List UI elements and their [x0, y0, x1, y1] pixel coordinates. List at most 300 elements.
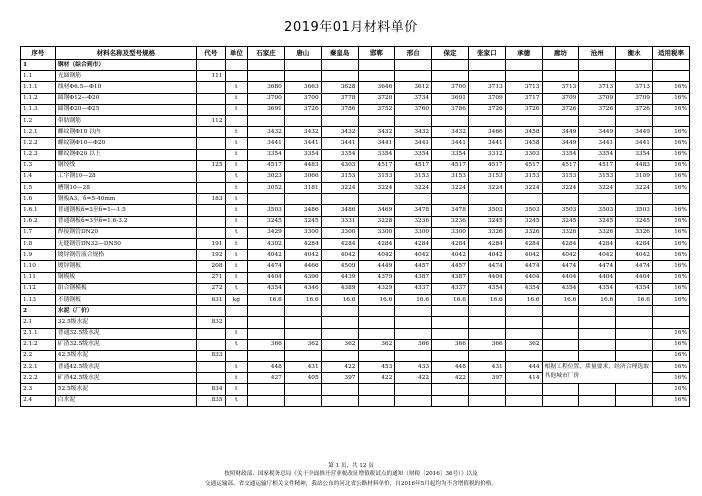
- table-cell: 水泥（厂价）: [55, 306, 196, 317]
- table-cell: 3224: [542, 183, 579, 194]
- table-cell: [616, 350, 653, 361]
- table-cell: 366: [468, 339, 505, 350]
- table-cell: [542, 71, 579, 82]
- table-cell: t: [225, 395, 248, 406]
- column-header: 承德: [505, 47, 542, 60]
- table-cell: [616, 115, 653, 126]
- table-cell: 125: [196, 160, 225, 171]
- table-row: [21, 239, 690, 250]
- column-header: 单位: [225, 47, 248, 60]
- table-cell: t: [225, 272, 248, 283]
- table-cell: 镀锌钢管液合规格: [55, 250, 196, 261]
- column-header: 序号: [21, 47, 56, 60]
- table-cell: 362: [284, 339, 321, 350]
- table-cell: [579, 328, 616, 339]
- table-cell: [358, 328, 395, 339]
- table-cell: 16.6: [542, 294, 579, 305]
- table-cell: [616, 317, 653, 328]
- table-cell: [196, 216, 225, 227]
- table-row: [21, 350, 690, 361]
- table-cell: t: [225, 328, 248, 339]
- table-cell: 16.6: [358, 294, 395, 305]
- table-cell: [395, 395, 432, 406]
- table-cell: [505, 60, 542, 71]
- table-cell: [395, 317, 432, 328]
- table-cell: [505, 384, 542, 395]
- table-cell: 4517: [505, 160, 542, 171]
- table-cell: 4354: [616, 283, 653, 294]
- table-cell: 16.6: [248, 294, 285, 305]
- table-row: [21, 362, 690, 373]
- table-cell: [196, 93, 225, 104]
- table-cell: 3153: [432, 171, 469, 182]
- table-cell: 4517: [432, 160, 469, 171]
- table-cell: [579, 350, 616, 361]
- table-cell: 271: [196, 272, 225, 283]
- table-cell: 普通钢板δ=3至δ=1—1.5: [55, 205, 196, 216]
- table-row: [21, 171, 690, 182]
- table-cell: 431: [284, 362, 321, 373]
- table-cell: 3354: [395, 149, 432, 160]
- table-cell: 16%: [653, 160, 690, 171]
- table-cell: [542, 384, 579, 395]
- table-cell: 3458: [505, 138, 542, 149]
- table-cell: 3503: [248, 205, 285, 216]
- column-header: 廊坊: [542, 47, 579, 60]
- table-cell: 16.6: [284, 294, 321, 305]
- table-cell: 1.9: [21, 250, 56, 261]
- table-cell: 矿渣42.5级水泥: [55, 373, 196, 384]
- price-table: [20, 46, 690, 407]
- table-cell: 3726: [468, 104, 505, 115]
- table-cell: 3760: [395, 104, 432, 115]
- table-cell: 16%: [653, 339, 690, 350]
- table-cell: [395, 350, 432, 361]
- table-cell: 3245: [579, 216, 616, 227]
- table-cell: 631: [196, 294, 225, 305]
- table-cell: [284, 350, 321, 361]
- table-row: [21, 250, 690, 261]
- column-header: 邯郸: [358, 47, 395, 60]
- table-cell: 16%: [653, 82, 690, 93]
- table-row: [21, 183, 690, 194]
- table-cell: 4483: [616, 160, 653, 171]
- table-cell: t: [225, 183, 248, 194]
- table-cell: [248, 115, 285, 126]
- table-cell: 4396: [284, 272, 321, 283]
- table-cell: 3449: [579, 127, 616, 138]
- table-cell: 3726: [616, 104, 653, 115]
- table-cell: 3691: [248, 104, 285, 115]
- table-cell: 3224: [432, 183, 469, 194]
- table-cell: 397: [321, 373, 358, 384]
- table-cell: 3432: [321, 127, 358, 138]
- table-cell: 钢材（综合到市）: [55, 60, 196, 71]
- column-header: 代号: [196, 47, 225, 60]
- table-cell: [248, 194, 285, 205]
- table-cell: 4042: [542, 250, 579, 261]
- table-cell: 4439: [321, 272, 358, 283]
- table-cell: 3786: [321, 104, 358, 115]
- table-cell: 433: [395, 362, 432, 373]
- footer-note-line-1: 按照财政部、国家税务总局《关于全面推开营业税改征增值税试点的通知（财税〔2016〕36号）》以及: [224, 471, 478, 477]
- column-header: 衡水: [616, 47, 653, 60]
- table-cell: 2.3: [21, 384, 56, 395]
- table-cell: 4354: [248, 283, 285, 294]
- table-cell: 192: [196, 250, 225, 261]
- table-cell: 3478: [395, 205, 432, 216]
- table-cell: [505, 194, 542, 205]
- table-cell: 3354: [432, 149, 469, 160]
- table-cell: 3052: [248, 183, 285, 194]
- table-cell: 4517: [542, 160, 579, 171]
- table-cell: [321, 115, 358, 126]
- table-cell: 16%: [653, 138, 690, 149]
- table-cell: [248, 306, 285, 317]
- table-cell: 3441: [395, 138, 432, 149]
- table-cell: [432, 350, 469, 361]
- table-cell: 2.4: [21, 395, 56, 406]
- table-cell: 3726: [284, 104, 321, 115]
- table-cell: 362: [505, 339, 542, 350]
- table-cell: [653, 60, 690, 71]
- table-cell: 3709: [579, 93, 616, 104]
- table-cell: 3354: [248, 149, 285, 160]
- table-cell: 3628: [321, 82, 358, 93]
- table-cell: [248, 350, 285, 361]
- table-cell: [579, 306, 616, 317]
- table-cell: [225, 115, 248, 126]
- table-cell: 3663: [284, 82, 321, 93]
- table-cell: 4346: [284, 283, 321, 294]
- table-cell: 3354: [284, 149, 321, 160]
- table-cell: 3441: [321, 138, 358, 149]
- table-cell: 3245: [468, 216, 505, 227]
- table-cell: 16%: [653, 216, 690, 227]
- table-cell: [358, 395, 395, 406]
- table-cell: 1.1.2: [21, 93, 56, 104]
- table-cell: [225, 71, 248, 82]
- table-cell: [395, 115, 432, 126]
- table-cell: [653, 317, 690, 328]
- table-cell: [542, 317, 579, 328]
- table-cell: 1.4: [21, 171, 56, 182]
- table-cell: 3429: [248, 227, 285, 238]
- table-cell: 4466: [284, 261, 321, 272]
- table-cell: 3224: [321, 183, 358, 194]
- table-cell: 1.2.1: [21, 127, 56, 138]
- table-cell: [432, 306, 469, 317]
- table-row: [21, 306, 690, 317]
- table-cell: [542, 350, 579, 361]
- table-cell: [196, 183, 225, 194]
- table-cell: 3441: [284, 138, 321, 149]
- table-cell: [468, 317, 505, 328]
- table-cell: 16%: [653, 261, 690, 272]
- table-cell: [321, 384, 358, 395]
- table-cell: 3153: [358, 171, 395, 182]
- table-cell: [321, 306, 358, 317]
- table-cell: 833: [196, 350, 225, 361]
- table-row: [21, 205, 690, 216]
- table-cell: 16%: [653, 149, 690, 160]
- table-cell: [358, 306, 395, 317]
- table-cell: 4284: [432, 239, 469, 250]
- table-cell: 3486: [284, 205, 321, 216]
- table-cell: 16%: [653, 328, 690, 339]
- table-cell: 4474: [616, 261, 653, 272]
- table-row: [21, 194, 690, 205]
- table-cell: 4042: [248, 250, 285, 261]
- table-cell: [468, 384, 505, 395]
- table-cell: 4284: [284, 239, 321, 250]
- table-cell: 2.1: [21, 317, 56, 328]
- table-cell: 1.6: [21, 194, 56, 205]
- table-cell: 422: [321, 362, 358, 373]
- table-cell: 4474: [248, 261, 285, 272]
- table-cell: 3458: [505, 127, 542, 138]
- table-cell: 4354: [579, 283, 616, 294]
- table-row: [21, 227, 690, 238]
- table-cell: 3224: [395, 183, 432, 194]
- table-cell: 4284: [358, 239, 395, 250]
- table-row: [21, 216, 690, 227]
- table-cell: 3109: [616, 171, 653, 182]
- table-cell: t: [225, 250, 248, 261]
- table-cell: 4404: [579, 272, 616, 283]
- table-cell: 3224: [616, 183, 653, 194]
- table-cell: 1.11: [21, 272, 56, 283]
- table-cell: 16%: [653, 183, 690, 194]
- table-cell: t: [225, 93, 248, 104]
- table-cell: 4042: [468, 250, 505, 261]
- table-cell: 834: [196, 384, 225, 395]
- table-cell: 3466: [468, 127, 505, 138]
- table-cell: 3153: [395, 171, 432, 182]
- table-cell: 4517: [395, 160, 432, 171]
- table-cell: 2: [21, 306, 56, 317]
- table-cell: [579, 60, 616, 71]
- table-cell: [432, 395, 469, 406]
- table-cell: [432, 60, 469, 71]
- table-cell: 16.6: [468, 294, 505, 305]
- table-cell: 白水泥: [55, 395, 196, 406]
- table-cell: 3503: [505, 205, 542, 216]
- table-cell: [284, 115, 321, 126]
- table-cell: 3441: [248, 138, 285, 149]
- table-cell: 3245: [505, 216, 542, 227]
- table-cell: 4329: [358, 283, 395, 294]
- table-row: [21, 138, 690, 149]
- table-cell: 1.12: [21, 283, 56, 294]
- table-cell: [653, 194, 690, 205]
- table-cell: [248, 328, 285, 339]
- table-cell: 4284: [395, 239, 432, 250]
- table-cell: [196, 339, 225, 350]
- table-cell: [358, 115, 395, 126]
- table-cell: 3726: [542, 104, 579, 115]
- table-cell: 4404: [505, 272, 542, 283]
- table-cell: 3734: [395, 93, 432, 104]
- table-cell: 397: [468, 373, 505, 384]
- table-cell: 4354: [468, 283, 505, 294]
- table-cell: [542, 395, 579, 406]
- table-cell: 3303: [505, 149, 542, 160]
- table-row: [21, 82, 690, 93]
- table-cell: 3700: [284, 93, 321, 104]
- table-cell: [196, 373, 225, 384]
- table-cell: 16.6: [432, 294, 469, 305]
- table-cell: 3449: [542, 127, 579, 138]
- table-cell: 32.5级水泥: [55, 317, 196, 328]
- table-cell: [616, 60, 653, 71]
- table-cell: [358, 60, 395, 71]
- table-cell: 405: [284, 373, 321, 384]
- table-cell: 3153: [468, 171, 505, 182]
- table-cell: 3726: [579, 104, 616, 115]
- table-cell: 4042: [579, 250, 616, 261]
- table-cell: 矿渣32.5级水泥: [55, 339, 196, 350]
- table-cell: 16%: [653, 205, 690, 216]
- table-cell: [395, 384, 432, 395]
- table-cell: 3709: [542, 93, 579, 104]
- table-cell: [616, 71, 653, 82]
- table-cell: 4387: [395, 272, 432, 283]
- table-cell: 3153: [505, 171, 542, 182]
- table-cell: [225, 60, 248, 71]
- table-cell: 3236: [432, 216, 469, 227]
- table-cell: 3326: [542, 227, 579, 238]
- table-cell: 4042: [284, 250, 321, 261]
- table-cell: [395, 328, 432, 339]
- table-cell: 普通钢板δ=3至δ=1.6-3.2: [55, 216, 196, 227]
- table-cell: 112: [196, 115, 225, 126]
- table-cell: 1.1.3: [21, 104, 56, 115]
- table-cell: [505, 306, 542, 317]
- table-row: [21, 261, 690, 272]
- table-cell: [395, 60, 432, 71]
- table-cell: 3713: [505, 82, 542, 93]
- table-cell: 3680: [248, 82, 285, 93]
- table-cell: 3224: [468, 183, 505, 194]
- table-cell: [196, 82, 225, 93]
- table-cell: 工字钢10—28: [55, 171, 196, 182]
- table-cell: 1.6.1: [21, 205, 56, 216]
- table-cell: 4457: [432, 261, 469, 272]
- table-cell: 4354: [542, 283, 579, 294]
- table-cell: 448: [432, 362, 469, 373]
- table-cell: [616, 306, 653, 317]
- table-cell: 3224: [505, 183, 542, 194]
- table-cell: [248, 395, 285, 406]
- table-cell: 4337: [432, 283, 469, 294]
- table-cell: 444: [505, 362, 542, 373]
- table-cell: 3778: [321, 93, 358, 104]
- table-cell: 3441: [579, 138, 616, 149]
- table-cell: t: [225, 216, 248, 227]
- table-cell: 832: [196, 317, 225, 328]
- table-cell: [248, 317, 285, 328]
- table-cell: 16.6: [505, 294, 542, 305]
- table-cell: 槽钢10—28: [55, 183, 196, 194]
- table-cell: 3331: [321, 216, 358, 227]
- table-cell: 4404: [616, 272, 653, 283]
- table-cell: [505, 328, 542, 339]
- table-cell: 钢板A3，δ=5-40mm: [55, 194, 196, 205]
- table-cell: 3432: [395, 127, 432, 138]
- table-cell: 3224: [358, 183, 395, 194]
- table-cell: 4042: [321, 250, 358, 261]
- table-cell: kg: [225, 294, 248, 305]
- table-cell: 3228: [358, 216, 395, 227]
- table-cell: [653, 115, 690, 126]
- table-row: [21, 283, 690, 294]
- table-cell: 4284: [579, 239, 616, 250]
- table-cell: 448: [248, 362, 285, 373]
- table-row: [21, 294, 690, 305]
- column-header: 沧州: [579, 47, 616, 60]
- table-cell: 3432: [248, 127, 285, 138]
- table-cell: 16%: [653, 104, 690, 115]
- table-row: [21, 127, 690, 138]
- table-cell: 1: [21, 60, 56, 71]
- page-title: 2019年01月材料单价: [284, 20, 418, 35]
- table-cell: 3066: [284, 171, 321, 182]
- table-cell: 4449: [358, 261, 395, 272]
- table-cell: 1.13: [21, 294, 56, 305]
- table-cell: 4517: [358, 160, 395, 171]
- table-cell: 3153: [542, 171, 579, 182]
- table-cell: 不锈钢板: [55, 294, 196, 305]
- table-cell: [505, 395, 542, 406]
- table-cell: 3326: [505, 227, 542, 238]
- table-cell: 3300: [358, 227, 395, 238]
- table-cell: [196, 362, 225, 373]
- table-cell: t: [225, 239, 248, 250]
- table-cell: 螺纹钢Φ20 以上: [55, 149, 196, 160]
- table-body: [21, 60, 690, 407]
- table-cell: 3354: [616, 149, 653, 160]
- table-cell: 普通42.5级水泥: [55, 362, 196, 373]
- table-cell: [196, 149, 225, 160]
- column-header: 保定: [432, 47, 469, 60]
- table-cell: 组合钢模板: [55, 283, 196, 294]
- table-cell: 16%: [653, 239, 690, 250]
- column-header: 邢台: [395, 47, 432, 60]
- table-cell: [284, 60, 321, 71]
- table-cell: [505, 115, 542, 126]
- table-cell: [468, 350, 505, 361]
- table-cell: [395, 306, 432, 317]
- table-cell: 3300: [321, 227, 358, 238]
- table-cell: 3717: [505, 93, 542, 104]
- table-cell: 带肋钢筋: [55, 115, 196, 126]
- table-cell: 3700: [432, 82, 469, 93]
- table-row: [21, 395, 690, 406]
- table-cell: 3300: [432, 227, 469, 238]
- table-cell: 422: [432, 373, 469, 384]
- table-cell: [321, 395, 358, 406]
- table-cell: 3709: [468, 93, 505, 104]
- table-cell: 1.2.2: [21, 138, 56, 149]
- table-cell: [616, 384, 653, 395]
- table-cell: 16%: [653, 283, 690, 294]
- table-cell: 366: [432, 339, 469, 350]
- table-cell: 圆钢Φ20—Φ25: [55, 104, 196, 115]
- table-cell: [432, 115, 469, 126]
- table-cell: 4042: [358, 250, 395, 261]
- table-cell: 4387: [432, 272, 469, 283]
